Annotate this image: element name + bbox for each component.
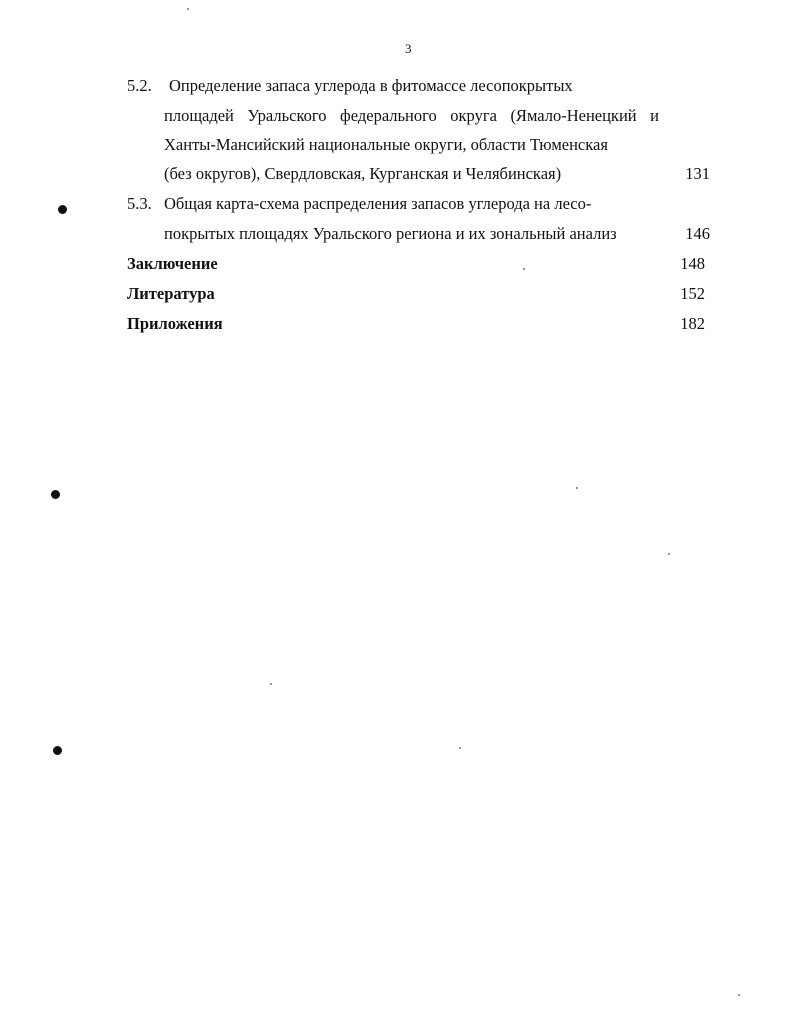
scan-speck [523,268,525,270]
scan-speck [270,683,272,685]
toc-word: (Ямало-Ненецкий [510,106,637,125]
scan-speck [576,487,578,489]
toc-entry-title: Приложения [127,314,223,333]
toc-word: площадей [164,106,234,125]
punch-hole-mark [53,746,62,755]
scan-speck [459,747,461,749]
toc-word: Уральского [247,106,327,125]
scan-speck [738,994,740,996]
toc-entry-title-line-1: Общая карта-схема распределения запасов углерода на лесо- [164,194,592,213]
toc-entry-title-line-3: Ханты-Мансийский национальные округи, области Тюменская [164,135,608,154]
toc-entry-page: 182 [680,314,705,333]
toc-entry-title-line-4: (без округов), Свердловская, Курганская и Челябинская) [164,164,562,183]
toc-entry-number: 5.2. [127,76,152,95]
toc-entry-title: Литература [127,284,215,303]
toc-entry-title-line-1: Определение запаса углерода в фитомассе лесопокрытых [169,76,573,95]
toc-entry-title-line-2: покрытых площадях Уральского региона и их зональный анализ [164,224,617,243]
toc-entry-title: Заключение [127,254,218,273]
toc-entry-page: 152 [680,284,705,303]
scan-speck [187,8,189,10]
toc-word: и [650,106,659,125]
punch-hole-mark [51,490,60,499]
toc-word: федерального [340,106,437,125]
toc-entry-title-line-2 [164,106,659,126]
scan-speck [668,553,670,555]
punch-hole-mark [58,205,67,214]
toc-entry-number: 5.3. [127,194,152,213]
page-number: 3 [405,41,412,56]
toc-entry-page: 146 [685,224,710,243]
toc-word: округа [450,106,497,125]
toc-entry-page: 131 [685,164,710,183]
toc-entry-page: 148 [680,254,705,273]
